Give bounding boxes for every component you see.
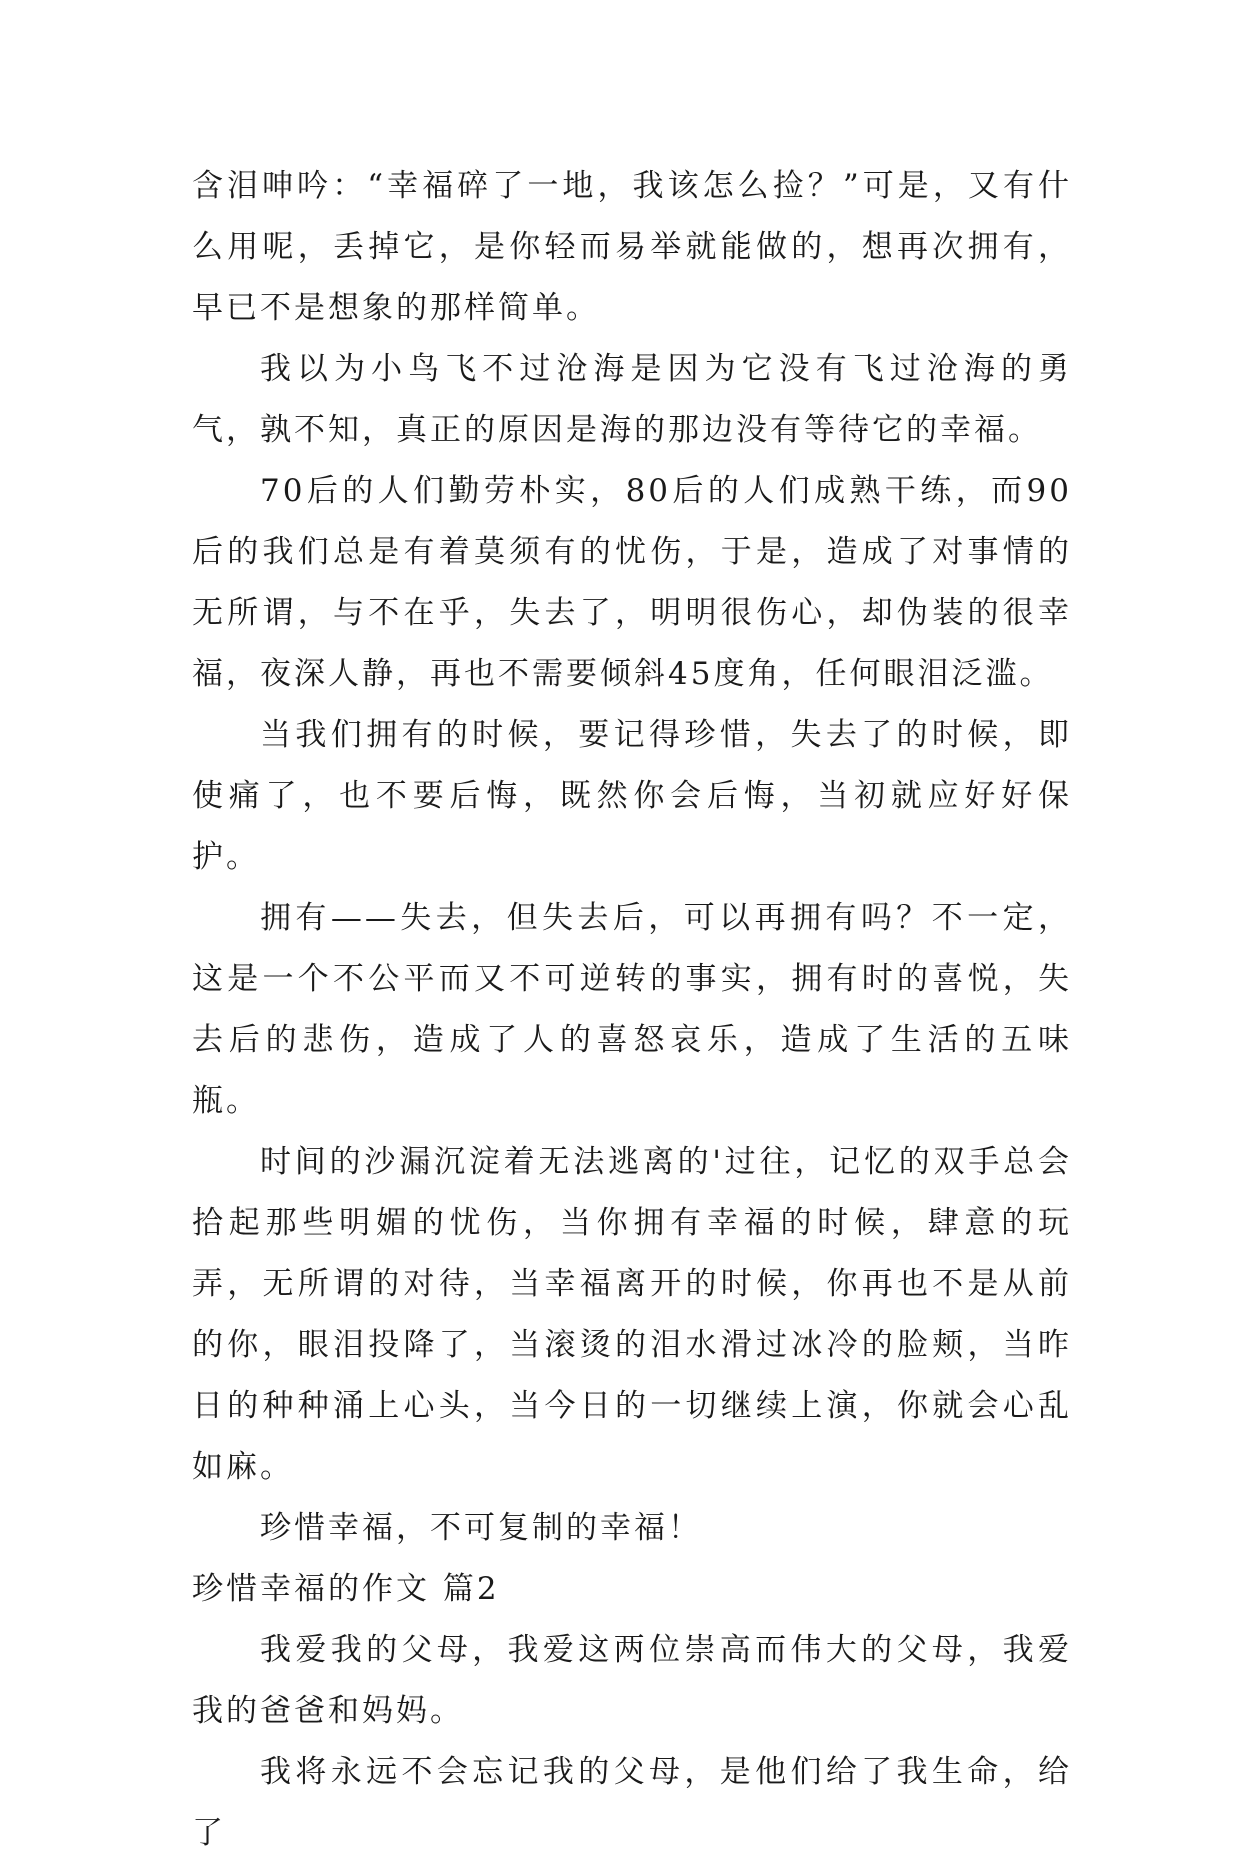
- document-page: [192, 156, 1072, 1864]
- paragraph: 当我们拥有的时候，要记得珍惜，失去了的时候，即使痛了，也不要后悔，既然你会后悔，当初就应好好保护。: [192, 717, 1072, 875]
- section-heading: 珍惜幸福的作文 篇2: [192, 1571, 500, 1607]
- paragraph: 我将永远不会忘记我的父母，是他们给了我生命，给了: [192, 1754, 1072, 1851]
- paragraph: 含泪呻吟：“幸福碎了一地，我该怎么捡？”可是，又有什么用呢，丢掉它，是你轻而易举就能做的，想再次拥有，早已不是想象的那样简单。: [192, 168, 1072, 326]
- paragraph: 拥有——失去，但失去后，可以再拥有吗？不一定，这是一个不公平而又不可逆转的事实，拥有时的喜悦，失去后的悲伤，造成了人的喜怒哀乐，造成了生活的五味瓶。: [192, 900, 1072, 1119]
- paragraph: 我爱我的父母，我爱这两位崇高而伟大的父母，我爱我的爸爸和妈妈。: [192, 1632, 1072, 1729]
- paragraph: 时间的沙漏沉淀着无法逃离的'过往，记忆的双手总会拾起那些明媚的忧伤，当你拥有幸福的时候，肆意的玩弄，无所谓的对待，当幸福离开的时候，你再也不是从前的你，眼泪投降了，当滚烫的泪水滑过冰冷的脸颊，当昨日的种种涌上心头，当今日的一切继续上演，你就会心乱如麻。: [192, 1144, 1072, 1485]
- paragraph: 珍惜幸福，不可复制的幸福！: [260, 1510, 702, 1546]
- paragraph: 70后的人们勤劳朴实，80后的人们成熟干练，而90后的我们总是有着莫须有的忧伤，于是，造成了对事情的无所谓，与不在乎，失去了，明明很伤心，却伪装的很幸福，夜深人静，再也不需要倾斜45度角，任何眼泪泛滥。: [192, 473, 1072, 692]
- paragraph: 我以为小鸟飞不过沧海是因为它没有飞过沧海的勇气，孰不知，真正的原因是海的那边没有等待它的幸福。: [192, 351, 1072, 448]
